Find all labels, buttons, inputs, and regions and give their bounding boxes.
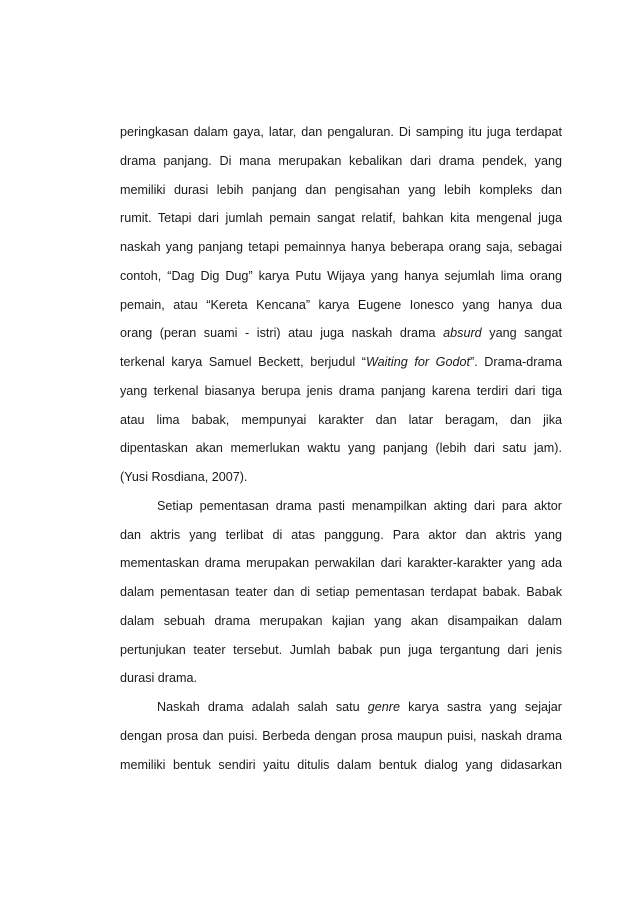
text-segment: orang (peran suami - istri) atau juga naskah drama <box>120 326 444 341</box>
text-line: drama panjang. Di mana merupakan kebalikan dari drama pendek, yang <box>120 153 562 168</box>
paragraph-last-line: durasi drama. <box>120 671 197 686</box>
text-segment: ”. Drama-drama <box>469 355 562 369</box>
citation-line: (Yusi Rosdiana, 2007). <box>120 470 248 484</box>
text-line: rumit. Tetapi dari jumlah pemain sangat relatif, bahkan kita mengenal juga <box>120 211 562 226</box>
text-line: dengan prosa dan puisi. Berbeda dengan prosa maupun puisi, naskah drama <box>120 728 562 743</box>
text-line: mementaskan drama merupakan perwakilan dari karakter-karakter yang ada <box>120 556 562 571</box>
text-line <box>120 319 562 348</box>
text-line: memiliki durasi lebih panjang dan pengisahan yang lebih kompleks dan <box>120 182 562 197</box>
text-segment: yang sangat <box>481 326 562 341</box>
text-line: dalam sebuah drama merupakan kajian yang akan disampaikan dalam <box>120 613 562 628</box>
italic-term: absurd <box>443 326 482 341</box>
text-segment: Naskah drama adalah salah satu <box>157 700 368 714</box>
text-line: peringkasan dalam gaya, latar, dan pengaluran. Di samping itu juga terdapat <box>120 125 562 139</box>
text-line: yang terkenal biasanya berupa jenis drama panjang karena terdiri dari tiga <box>120 383 562 398</box>
text-line: dan aktris yang terlibat di atas panggung. Para aktor dan aktris yang <box>120 527 562 542</box>
italic-title: Waiting for Godot <box>365 355 470 369</box>
text-line: atau lima babak, mempunyai karakter dan latar beragam, dan jika <box>120 412 562 427</box>
italic-term: genre <box>367 700 400 714</box>
paragraph-first-line <box>120 693 562 722</box>
body-text <box>120 118 562 779</box>
text-segment: terkenal karya Samuel Beckett, berjudul “ <box>120 355 366 369</box>
paragraph-first-line: Setiap pementasan drama pasti menampilkan akting dari para aktor <box>157 498 562 513</box>
text-segment: karya sastra yang sejajar <box>399 700 562 714</box>
text-line: dipentaskan akan memerlukan waktu yang panjang (lebih dari satu jam). <box>120 441 562 456</box>
text-line: naskah yang panjang tetapi pemainnya hanya beberapa orang saja, sebagai <box>120 240 562 254</box>
text-line: memiliki bentuk sendiri yaitu ditulis dalam bentuk dialog yang didasarkan <box>120 757 562 772</box>
text-line <box>120 348 562 377</box>
text-line: dalam pementasan teater dan di setiap pementasan terdapat babak. Babak <box>120 585 562 599</box>
text-line: pertunjukan teater tersebut. Jumlah babak pun juga tergantung dari jenis <box>120 642 562 657</box>
text-line: pemain, atau “Kereta Kencana” karya Eugene Ionesco yang hanya dua <box>120 297 562 312</box>
text-line: contoh, “Dag Dig Dug” karya Putu Wijaya yang hanya sejumlah lima orang <box>120 268 562 283</box>
